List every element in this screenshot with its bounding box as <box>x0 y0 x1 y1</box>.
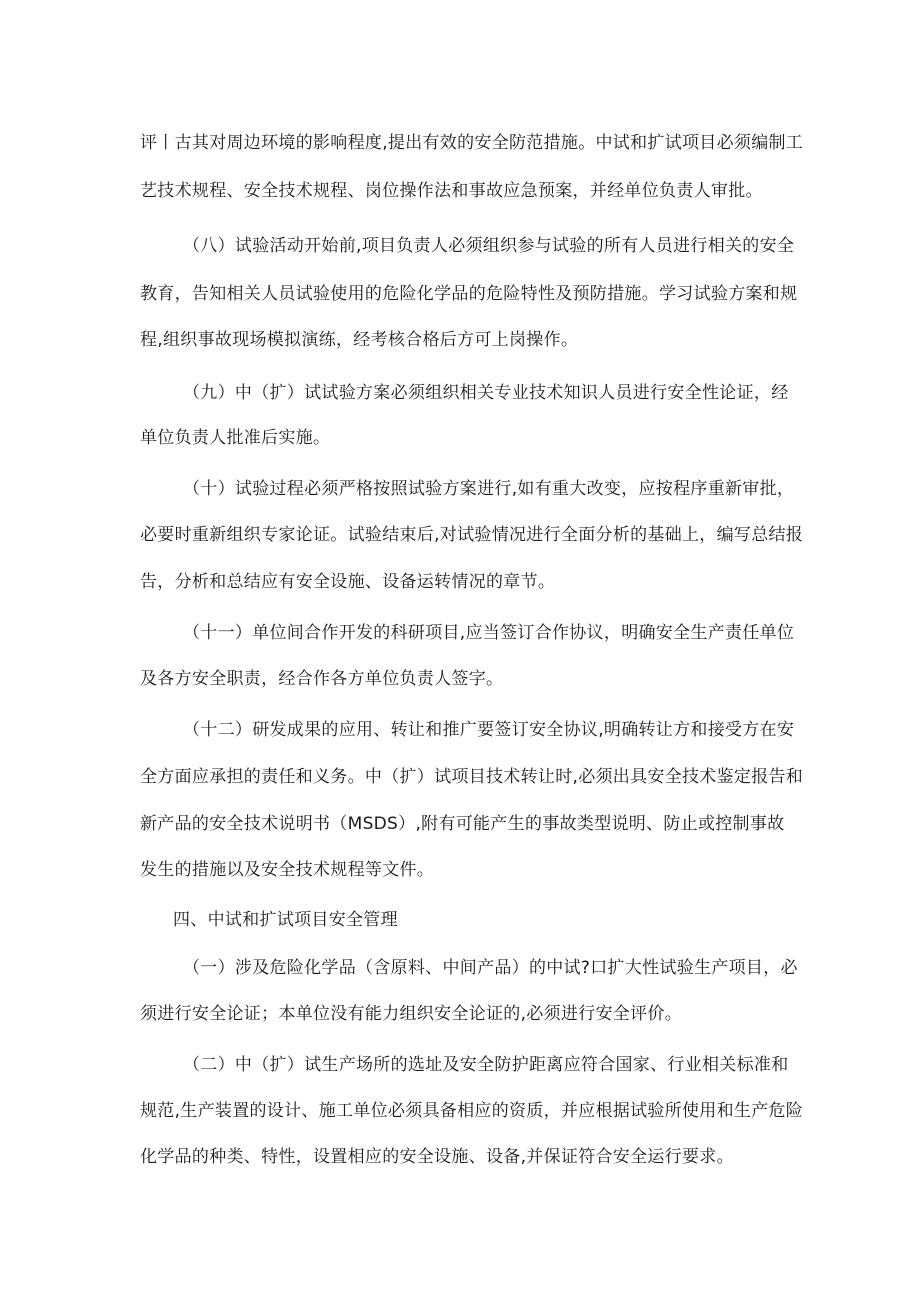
text-line: 程,组织事故现场模拟演练，经考核合格后方可上岗操作。 <box>140 330 579 350</box>
text-line: 必要时重新组织专家论证。试验结束后,对试验情况进行全面分析的基础上，编写总结报 <box>140 525 804 545</box>
text-line: 教育，告知相关人员试验使用的危险化学品的危险特性及预防措施。学习试验方案和规 <box>140 284 798 304</box>
text-line: 及各方安全职责，经合作各方单位负责人签字。 <box>140 669 504 689</box>
text-line: 新产品的安全技术说明书（MSDS）,附有可能产生的事故类型说明、防止或控制事故 <box>140 814 785 834</box>
text-line: 发生的措施以及安全技术规程等文件。 <box>140 860 435 880</box>
paragraph-2-line: （二）中（扩）试生产场所的选址及安全防护距离应符合国家、行业相关标准和 <box>183 1055 789 1075</box>
paragraph-12-line: （十二）研发成果的应用、转让和推广要签订安全协议,明确转让方和接受方在安 <box>183 720 795 740</box>
paragraph-11-line: （十一）单位间合作开发的科研项目,应当签订合作协议，明确安全生产责任单位 <box>183 623 795 643</box>
section-heading: 四、中试和扩试项目安全管理 <box>173 910 398 930</box>
text-line: 单位负责人批准后实施。 <box>140 428 331 448</box>
text-line: 须进行安全论证；本单位没有能力组织安全论证的,必须进行安全评价。 <box>140 1004 683 1024</box>
text-line: 化学品的种类、特性，设置相应的安全设施、设备,并保证符合安全运行要求。 <box>140 1147 734 1167</box>
paragraph-1-line: （一）涉及危险化学品（含原料、中间产品）的中试?口扩大性试验生产项目，必 <box>183 958 798 978</box>
text-line: 评丨古其对周边环境的影响程度,提出有效的安全防范措施。中试和扩试项目必须编制工 <box>140 133 804 153</box>
text-line: 艺技术规程、安全技术规程、岗位操作法和事故应急预案，并经单位负责人审批。 <box>140 181 763 201</box>
paragraph-9-line: （九）中（扩）试试验方案必须组织相关专业技术知识人员进行安全性论证，经 <box>183 383 789 403</box>
text-line: 告，分析和总结应有安全设施、设备运转情况的章节。 <box>140 572 556 592</box>
paragraph-8-line: （八）试验活动开始前,项目负责人必须组织参与试验的所有人员进行相关的安全 <box>183 236 795 256</box>
paragraph-10-line: （十）试验过程必须严格按照试验方案进行,如有重大改变，应按程序重新审批， <box>183 479 795 499</box>
text-line: 全方面应承担的责任和义务。中（扩）试项目技术转让时,必须出具安全技术鉴定报告和 <box>140 767 804 787</box>
text-line: 规范,生产装置的设计、施工单位必须具备相应的资质，并应根据试验所使用和生产危险 <box>140 1101 804 1121</box>
